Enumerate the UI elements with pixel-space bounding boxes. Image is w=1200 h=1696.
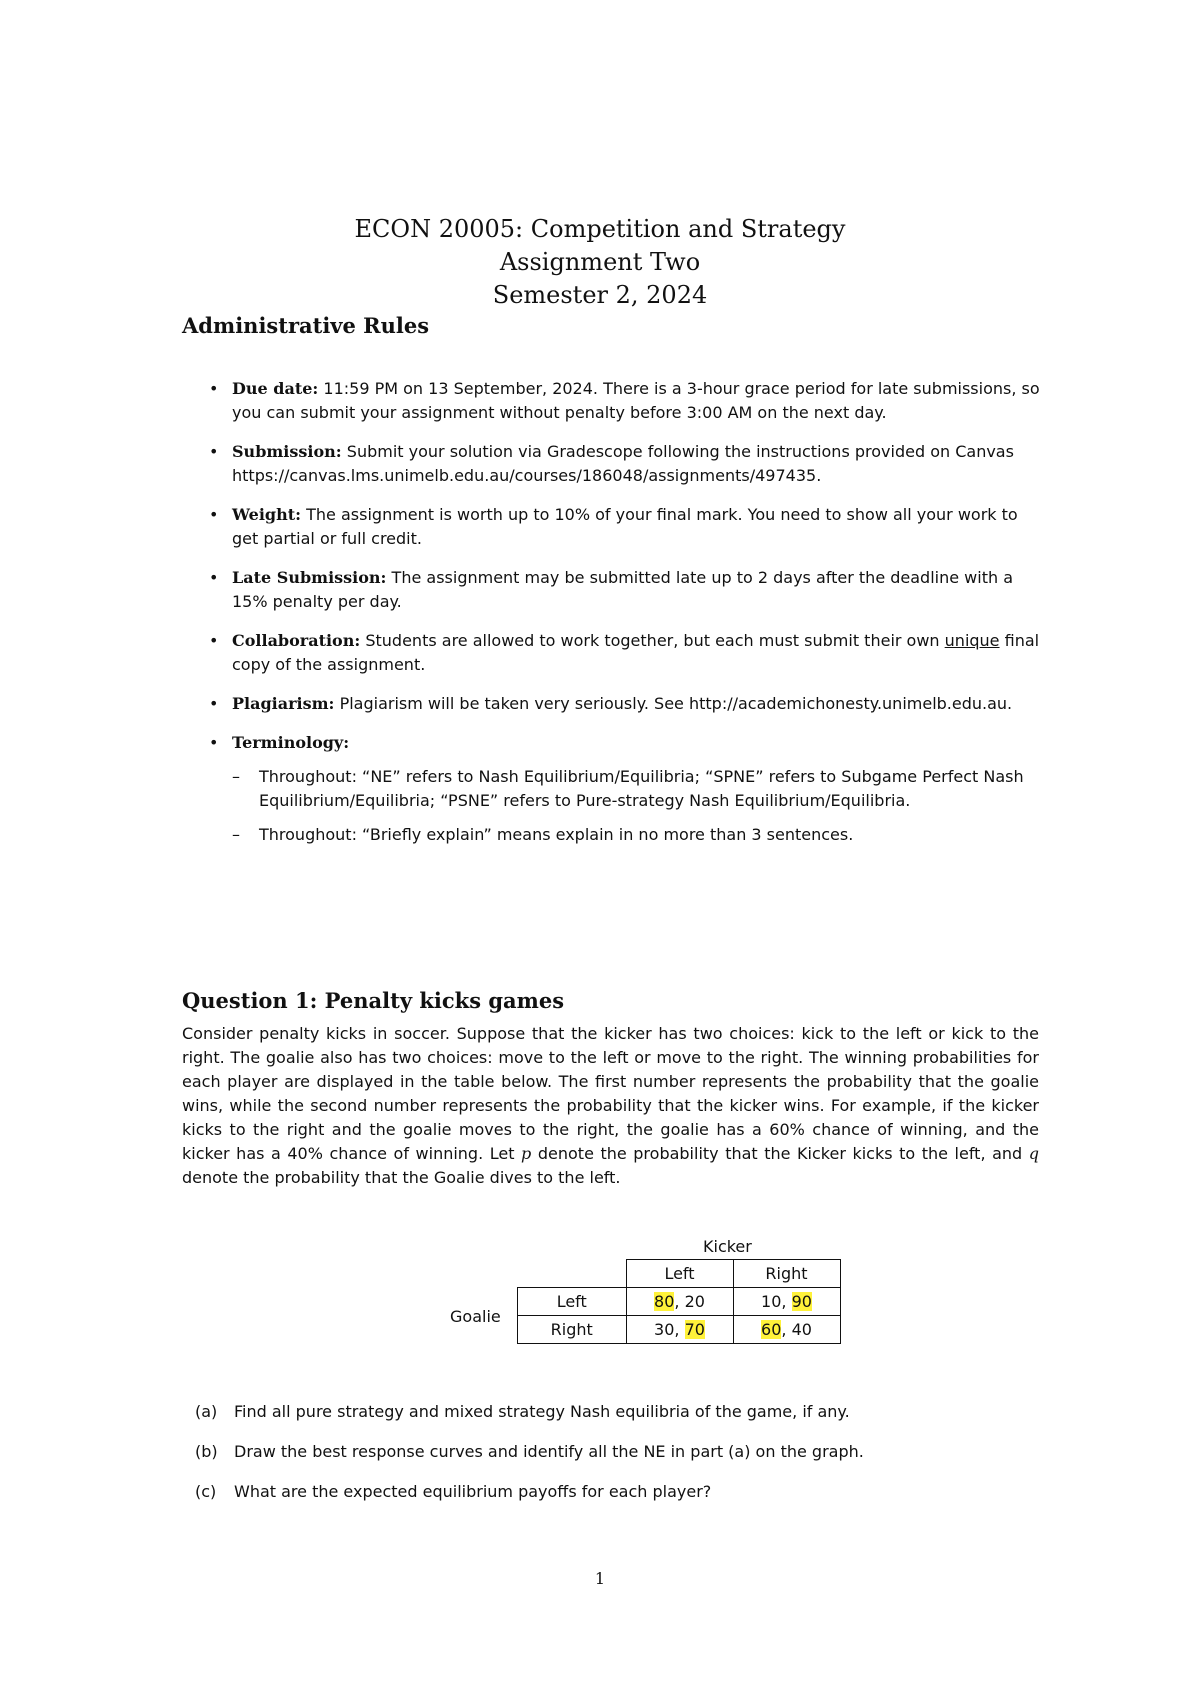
part-letter: (b) bbox=[195, 1442, 218, 1461]
rule-submission bbox=[205, 440, 1040, 488]
rule-text: Plagiarism will be taken very seriously. See http://academichonesty.unimelb.edu.au. bbox=[339, 694, 1013, 713]
payoff-value: 70 bbox=[684, 1320, 705, 1339]
rule-text: Submit your solution via Gradescope following the instructions provided on Canvas https://canvas.lms.unimelb.edu.au/courses/186048/assignments/497435. bbox=[232, 442, 1014, 485]
q1-text-part: denote the probability that the Goalie dives to the left. bbox=[182, 1168, 621, 1187]
terminology-text: Throughout: “NE” refers to Nash Equilibrium/Equilibria; “SPNE” refers to Subgame Perfect Nash Equilibrium/Equilibria; “PSNE” refers to Pure-strategy Nash Equilibrium/Equilibria. bbox=[259, 767, 1024, 810]
row-player-label: Goalie bbox=[450, 1307, 501, 1326]
dash-icon: – bbox=[232, 825, 240, 844]
rule-weight bbox=[205, 503, 1040, 551]
column-player-label: Kicker bbox=[703, 1237, 752, 1256]
bullet-icon: • bbox=[209, 694, 219, 713]
rule-collaboration bbox=[205, 629, 1040, 677]
rule-label: Due date: bbox=[232, 379, 319, 398]
rule-label: Late Submission: bbox=[232, 568, 387, 587]
rule-label: Submission: bbox=[232, 442, 342, 461]
payoff-value: 20 bbox=[684, 1292, 705, 1311]
rule-terminology bbox=[205, 731, 1040, 847]
rule-text: final copy of the assignment. bbox=[232, 631, 1040, 674]
question-part-b bbox=[195, 1440, 1040, 1464]
q1-text-part: Consider penalty kicks in soccer. Suppose that the kicker has two choices: kick to the left or kick to the right. The goalie also has two choices: move to the left or move to the right. The winning probabilities for each player are displayed in the table below. The first number represents the probability that the goalie wins, while the second number represents the probability that the kicker wins. For example, if the kicker kicks to the right and the goalie moves to the right, the goalie has a 60% chance of winning, and the kicker has a 40% chance of winning. Let bbox=[182, 1024, 1039, 1163]
rule-text: The assignment is worth up to 10% of your final mark. You need to show all your work to get partial or full credit. bbox=[232, 505, 1018, 548]
bullet-icon: • bbox=[209, 379, 219, 398]
unique-emphasis: unique bbox=[944, 631, 1000, 650]
rule-late-submission bbox=[205, 566, 1040, 614]
question-1-heading: Question 1: Penalty kicks games bbox=[182, 988, 565, 1013]
rule-text: The assignment may be submitted late up to 2 days after the deadline with a 15% penalty per day. bbox=[232, 568, 1014, 611]
part-text: Draw the best response curves and identify all the NE in part (a) on the graph. bbox=[234, 1442, 864, 1461]
rule-label: Weight: bbox=[232, 505, 302, 524]
bullet-icon: • bbox=[209, 631, 219, 650]
question-part-a bbox=[195, 1400, 1040, 1424]
payoff-value: 80 bbox=[654, 1292, 675, 1311]
variable-p: p bbox=[521, 1144, 532, 1163]
q1-text-part: denote the probability that the Kicker kicks to the left, and bbox=[537, 1144, 1023, 1163]
bullet-icon: • bbox=[209, 442, 219, 461]
payoff-value: 40 bbox=[791, 1320, 812, 1339]
variable-q: q bbox=[1028, 1144, 1039, 1163]
payoff-cell-left-right: 10, 90 bbox=[733, 1288, 840, 1316]
payoff-cell-left-left: 80, 20 bbox=[626, 1288, 733, 1316]
question-parts bbox=[195, 1400, 1040, 1520]
row-header-left: Left bbox=[518, 1288, 627, 1316]
part-letter: (a) bbox=[195, 1402, 218, 1421]
bullet-icon: • bbox=[209, 505, 219, 524]
payoff-cell-right-right: 60, 40 bbox=[733, 1316, 840, 1344]
semester-title: Semester 2, 2024 bbox=[492, 281, 708, 309]
page-number: 1 bbox=[594, 1569, 606, 1588]
title-block bbox=[0, 213, 1200, 312]
part-text: What are the expected equilibrium payoffs for each player? bbox=[234, 1482, 712, 1501]
rule-due-date bbox=[205, 377, 1040, 425]
rule-plagiarism bbox=[205, 692, 1040, 716]
admin-heading: Administrative Rules bbox=[182, 313, 430, 338]
terminology-item bbox=[232, 823, 1040, 847]
rule-text: Students are allowed to work together, but each must submit their own bbox=[365, 631, 940, 650]
bullet-icon: • bbox=[209, 733, 219, 752]
terminology-item bbox=[232, 765, 1040, 813]
admin-rules-list bbox=[205, 377, 1040, 862]
bullet-icon: • bbox=[209, 568, 219, 587]
assignment-title: Assignment Two bbox=[499, 248, 701, 276]
col-header-left: Left bbox=[626, 1260, 733, 1288]
part-letter: (c) bbox=[195, 1482, 217, 1501]
course-title: ECON 20005: Competition and Strategy bbox=[354, 215, 846, 243]
payoff-value: 90 bbox=[791, 1292, 812, 1311]
rule-label: Plagiarism: bbox=[232, 694, 335, 713]
terminology-text: Throughout: “Briefly explain” means explain in no more than 3 sentences. bbox=[259, 825, 854, 844]
payoff-cell-right-left: 30, 70 bbox=[626, 1316, 733, 1344]
col-header-right: Right bbox=[733, 1260, 840, 1288]
payoff-value: 30 bbox=[654, 1320, 675, 1339]
question-1-text bbox=[182, 1022, 1039, 1190]
dash-icon: – bbox=[232, 767, 240, 786]
blank-cell bbox=[518, 1260, 627, 1288]
row-header-right: Right bbox=[518, 1316, 627, 1344]
question-part-c bbox=[195, 1480, 1040, 1504]
payoff-matrix bbox=[517, 1259, 841, 1344]
part-text: Find all pure strategy and mixed strategy Nash equilibria of the game, if any. bbox=[234, 1402, 850, 1421]
payoff-value: 60 bbox=[761, 1320, 782, 1339]
payoff-value: 10 bbox=[761, 1292, 782, 1311]
rule-text: 11:59 PM on 13 September, 2024. There is a 3-hour grace period for late submissions, so you can submit your assignment without penalty before 3:00 AM on the next day. bbox=[232, 379, 1040, 422]
rule-label: Collaboration: bbox=[232, 631, 361, 650]
rule-label: Terminology: bbox=[232, 733, 350, 752]
